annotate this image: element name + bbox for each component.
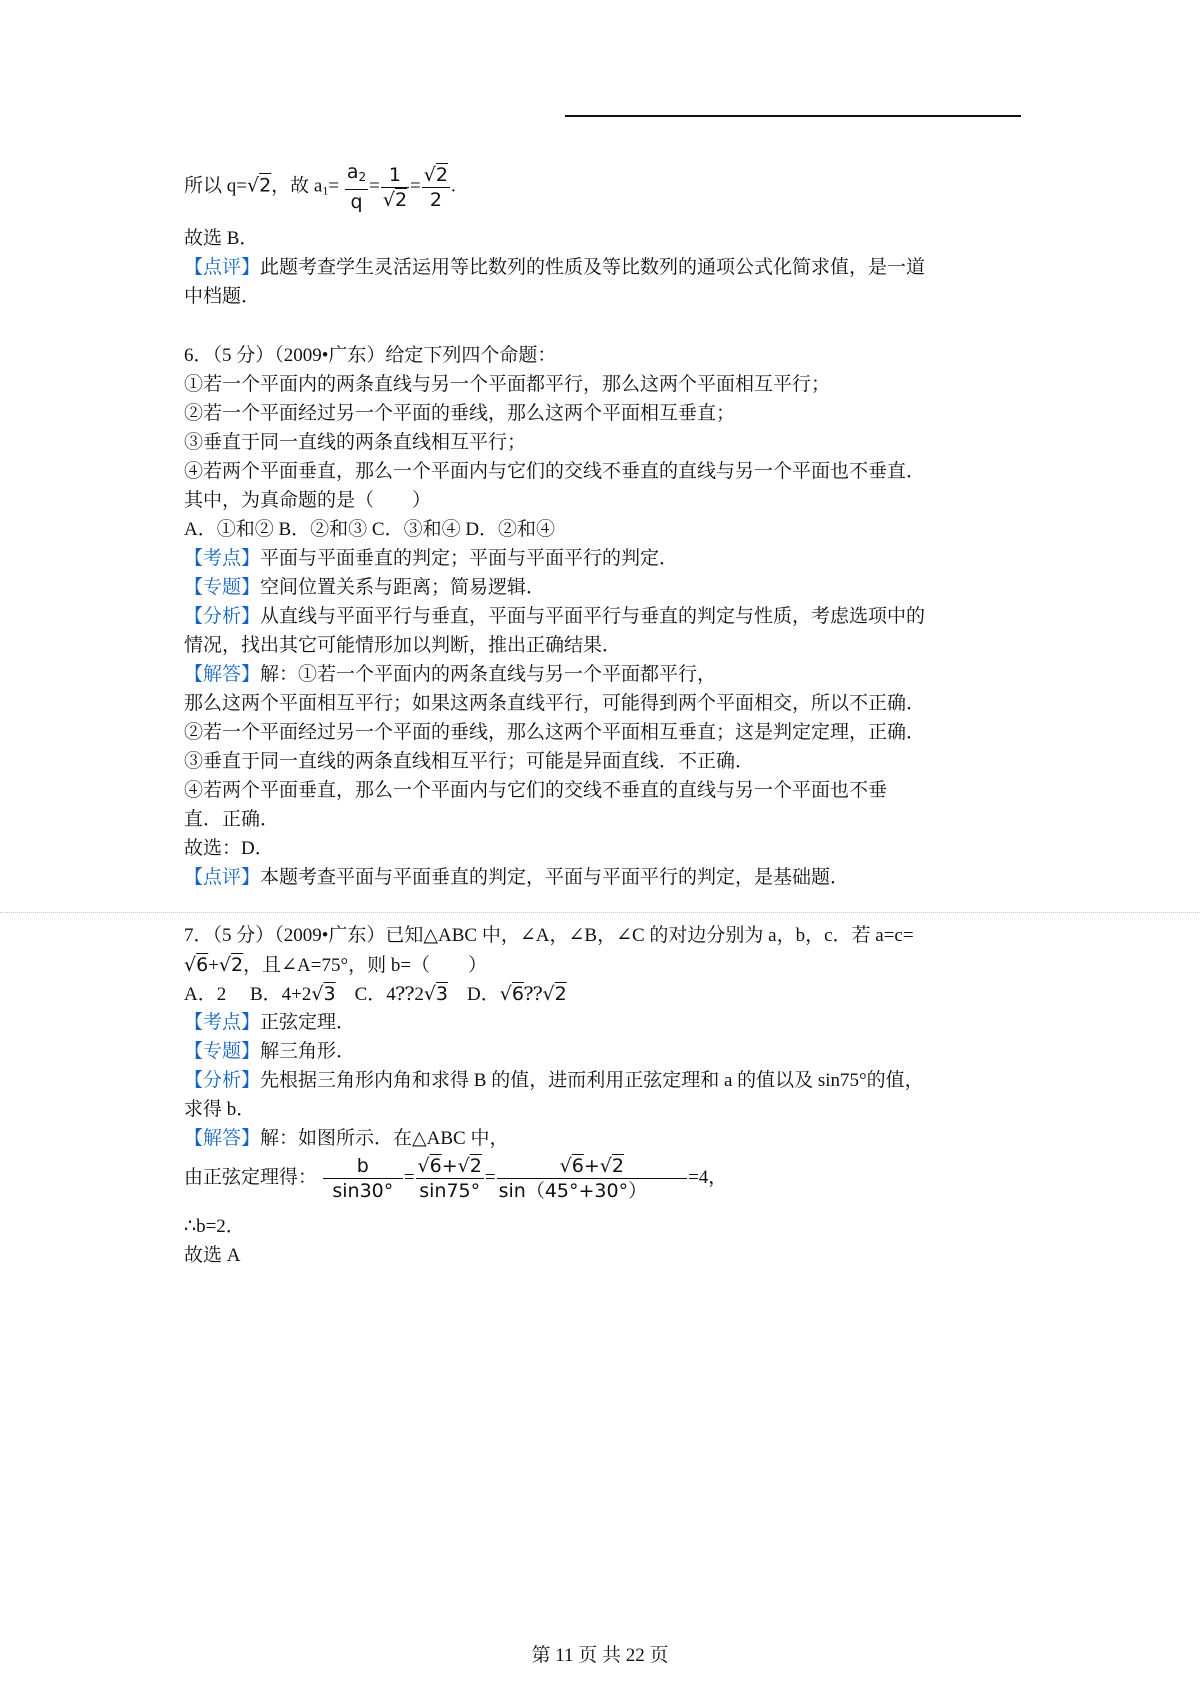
sine-law-formula: 由正弦定理得： $\frac{b}{\sin 30^\circ}$ = $\frac{√6+√2}{\sin 75^\circ}$ = $\frac{√6+√2}{\sin(45^\circ+30^\circ)}$ =4， [184, 1155, 728, 1203]
q6-jieda-2: 那么这两个平面相互平行；如果这两条直线平行，可能得到两个平面相交，所以不正确． [184, 693, 926, 714]
q7-options [184, 981, 567, 1008]
q6-ask: 其中，为真命题的是（ ） [184, 490, 432, 511]
q6-jieda-6: 直．正确． [184, 809, 280, 830]
kaodian-tag: 【考点】 [184, 1012, 261, 1033]
jieda-tag: 【解答】 [184, 1128, 261, 1149]
fraction-1-over-sqrt2: $\frac{1}{√2}$ [382, 163, 408, 211]
q7-zhuanti: 【专题】解三角形． [184, 1041, 356, 1062]
q6-jieda-4: ③垂直于同一直线的两条直线相互平行；可能是异面直线．不正确． [184, 751, 755, 772]
jieda-tag: 【解答】 [184, 664, 261, 685]
fenxi-tag: 【分析】 [184, 1070, 261, 1091]
q6-proposition-4: ④若两个平面垂直，那么一个平面内与它们的交线不垂直的直线与另一个平面也不垂直． [184, 461, 926, 482]
fraction-sqrt2-over-2: $\frac{√2}{2}$ [423, 163, 448, 211]
page-break-divider [0, 912, 1200, 913]
option-c: C．4⁇2√3 [354, 983, 449, 1005]
q6-proposition-2: ②若一个平面经过另一个平面的垂线，那么这两个平面相互垂直； [184, 403, 736, 424]
q6-choose: 故选：D． [184, 838, 274, 859]
q7-fenxi: 【分析】先根据三角形内角和求得 B 的值，进而利用正弦定理和 a 的值以及 sin75°的值， [184, 1070, 924, 1091]
q6-proposition-1: ①若一个平面内的两条直线与另一个平面都平行，那么这两个平面相互平行； [184, 374, 831, 395]
comment-line-2: 中档题． [184, 286, 261, 307]
sqrt-2: √2 [218, 954, 244, 976]
choose-line: 故选 B． [184, 228, 259, 249]
q7-condition: √6+√2，且∠A=75°，则 b=（ ） [184, 954, 488, 976]
header-rule [565, 115, 1021, 117]
q7-choose: 故选 A [184, 1245, 241, 1266]
q6-options: A．①和② B．②和③ C．③和④ D．②和④ [184, 519, 556, 540]
q6-jieda-3: ②若一个平面经过另一个平面的垂线，那么这两个平面相互垂直；这是判定定理，正确． [184, 722, 926, 743]
sqrt-2: √2 [246, 174, 272, 197]
zhuanti-tag: 【专题】 [184, 1041, 261, 1062]
q7-fenxi-2: 求得 b． [184, 1099, 256, 1120]
dianping-tag: 【点评】 [184, 867, 261, 888]
fraction-a2-over-q: $\frac{a_2}{q}$ [346, 161, 367, 213]
q6-kaodian: 【考点】平面与平面垂直的判定；平面与平面平行的判定． [184, 548, 679, 569]
comment-tag: 【点评】 [184, 257, 261, 278]
subscript: 1 [322, 183, 329, 198]
q6-dianping: 【点评】本题考查平面与平面垂直的判定，平面与平面平行的判定，是基础题． [184, 867, 850, 888]
option-b: B．4+2√3 [249, 983, 336, 1005]
comment-line: 【点评】此题考查学生灵活运用等比数列的性质及等比数列的通项公式化简求值，是一道 [184, 257, 926, 278]
fraction-over-sin45-30: $\frac{√6+√2}{\sin(45^\circ+30^\circ)}$ [497, 1154, 688, 1203]
formula-line-q-a1: 所以 q=√2，故 $a_1=$ $\frac{a_2}{q}$ = $\frac{1}{√2}$ = $\frac{√2}{2}$ . [184, 161, 456, 213]
kaodian-tag: 【考点】 [184, 548, 261, 569]
fraction-b-over-sin30: $\frac{b}{\sin 30^\circ}$ [323, 1154, 403, 1203]
q6-jieda-5: ④若两个平面垂直，那么一个平面内与它们的交线不垂直的直线与另一个平面也不垂 [184, 780, 888, 801]
page-footer: 第 11 页 共 22 页 [531, 1645, 669, 1666]
text: 所以 q= [184, 175, 247, 197]
option-a: A．2 [184, 984, 227, 1005]
option-d: D．√6⁇√2 [467, 983, 567, 1005]
q7-jieda: 【解答】解：如图所示．在△ABC 中， [184, 1128, 509, 1149]
q7-therefore: ∴b=2． [184, 1216, 245, 1237]
q7-kaodian: 【考点】正弦定理． [184, 1012, 356, 1033]
q6-fenxi-2: 情况，找出其它可能情形加以判断，推出正确结果． [184, 635, 622, 656]
q6-jieda: 【解答】解：①若一个平面内的两条直线与另一个平面都平行， [184, 664, 717, 685]
q6-title: 6．（5 分）（2009•广东）给定下列四个命题： [184, 345, 557, 366]
sqrt-6: √6 [184, 954, 209, 976]
q7-title: 7．（5 分）（2009•广东）已知△ABC 中，∠A，∠B，∠C 的对边分别为 a，b，c．若 a=c= [184, 925, 914, 946]
fenxi-tag: 【分析】 [184, 606, 261, 627]
q6-proposition-3: ③垂直于同一直线的两条直线相互平行； [184, 432, 527, 453]
text: ，故 a [271, 175, 323, 197]
zhuanti-tag: 【专题】 [184, 577, 261, 598]
fraction-over-sin75: $\frac{√6+√2}{\sin 75^\circ}$ [417, 1155, 482, 1203]
q6-zhuanti: 【专题】空间位置关系与距离；简易逻辑． [184, 577, 546, 598]
q6-fenxi: 【分析】从直线与平面平行与垂直，平面与平面平行与垂直的判定与性质，考虑选项中的 [184, 606, 926, 627]
